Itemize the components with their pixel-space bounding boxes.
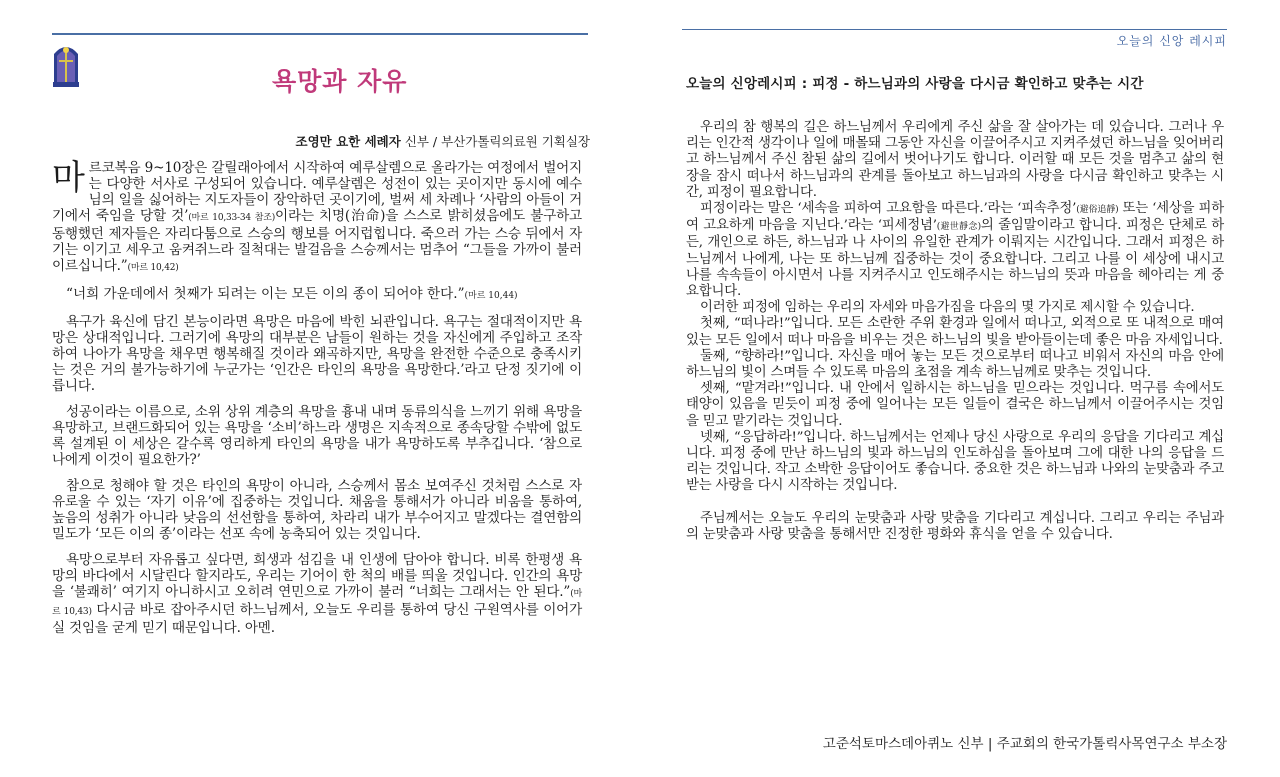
article-subtitle: 오늘의 신앙레시피 : 피정 - 하느님과의 사랑을 다시금 확인하고 맞추는 시간 — [686, 76, 1144, 92]
paragraph-r1: 우리의 참 행복의 길은 하느님께서 우리에게 주신 삶을 잘 살아가는 데 있습니다. 그러나 우리는 인간적 생각이나 일에 매몰돼 그동안 자신을 이끌어주시고 지켜주셨던 하느님을 잊어버리고 하느님께서 주신 참된 삶의 길에서 벗어나기도 합니다. 이러할 때 모든 것을 멈추고 삶의 현장을 잠시 떠나서 하느님과의 관계를 돌아보고 하느님과의 사랑을 다시금 확인하고 맞추는 시간, 피정이 필요합니다. — [686, 120, 1224, 200]
paragraph-r3: 이러한 피정에 임하는 우리의 자세와 마음가짐을 다음의 몇 가지로 제시할 수 있습니다. — [700, 300, 1195, 316]
paragraph-1: 마르코복음 9~10장은 갈릴래아에서 시작하여 예루살렘으로 올라가는 여정에서 벌어지는 다양한 서사로 구성되어 있습니다. 예루살렘은 성전이 있는 곳이지만 동시에 예수님의 일을 싫어하는 지도자들이 장악하던 곳이기에, 벌써 세 차례나 ‘사람의 아들이 거기에서 죽임을 당할 것’(마르 10,33-34 참조)이라는 치명(治命)을 스스로 밝히셨음에도 불구하고 동행했던 제자들은 자리다툼으로 스승의 행보를 어지럽힙니다. 죽으러 가는 스승 뒤에서 자기는 이기고 세우고 움켜쥐느라 질척대는 발걸음을 스승께서는 멈추어 “그들을 가까이 불러 이르십니다.”(마르 10,42) — [52, 158, 582, 274]
drop-cap: 마 — [52, 158, 85, 198]
scripture-ref: (마르 10,33-34 참조) — [188, 213, 276, 223]
paragraph-3: 성공이라는 이름으로, 소위 상위 계층의 욕망을 흉내 내며 동류의식을 느끼기 위해 욕망을 욕망하고, 브랜드화되어 있는 욕망을 ‘소비’하느라 생명은 지속적으로 종속당할 수밖에 없도록 설계된 이 세상은 갈수록 영리하게 타인의 욕망을 내가 욕망하도록 부추깁니다. ‘참으로 나에게 이것이 필요한가?’ — [52, 404, 582, 468]
scripture-ref: (마르 10,42) — [127, 263, 179, 273]
section-header: 오늘의 신앙 레시피 — [1116, 34, 1227, 48]
right-article-body — [686, 120, 1224, 543]
right-page — [682, 0, 1227, 777]
author-role: 신부 / 부산가톨릭의료원 기획실장 — [404, 134, 590, 149]
author-name: 조영만 요한 세례자 — [295, 134, 401, 149]
scripture-ref: (마르 10,43) — [52, 589, 582, 617]
hanja-ref: (避俗追靜) — [1076, 205, 1119, 216]
author-line — [296, 132, 590, 150]
paragraph-r7: 넷째, “응답하라!”입니다. 하느님께서는 언제나 당신 사랑으로 우리의 응답을 기다리고 계십니다. 피정 중에 만난 하느님의 빛과 하느님의 인도하심을 돌아보며 그에 대한 나의 응답을 드리는 것입니다. 작고 소박한 응답이어도 좋습니다. 중요한 것은 하느님과 나와의 눈맞춤과 주고받는 사랑을 다시 시작하는 것입니다. — [686, 429, 1224, 494]
paragraph-r5: 둘째, “향하라!”입니다. 자신을 매어 놓는 모든 것으로부터 떠나고 비워서 자신의 마음 안에 하느님의 빛이 스며들 수 있도록 마음의 초점을 계속 하느님께로 맞추는 것입니다. — [686, 348, 1224, 381]
scripture-quote: “너희 가운데에서 첫째가 되려는 이는 모든 이의 종이 되어야 한다.”(마르 10,44) — [66, 286, 518, 302]
author-signature: 고준석토마스데아퀴노 신부 | 주교회의 한국가톨릭사목연구소 부소장 — [822, 736, 1227, 752]
left-article-body — [52, 160, 582, 646]
paragraph-r2: 피정이라는 말은 ‘세속을 피하여 고요함을 따른다.’라는 ‘피속추정’(避俗追靜) 또는 ‘세상을 피하여 고요하게 마음을 지닌다.’라는 ‘피세정념’(避世靜念)의 줄임말이라고 합니다. 피정은 단체로 하든, 개인으로 하든, 하느님과 나 사이의 유일한 관계가 이뤄지는 시간입니다. 그래서 피정은 하느님께서 나에게, 나는 또 하느님께 집중하는 것이 중요합니다. 그리고 나를 이 세상에 내시고 나를 속속들이 아시면서 나를 지켜주시고 인도해주시는 하느님의 뜻과 마음을 헤아리는 게 중요합니다. — [686, 201, 1225, 300]
article-title: 욕망과 자유 — [272, 67, 408, 96]
paragraph-5: 욕망으로부터 자유롭고 싶다면, 희생과 섬김을 내 인생에 담아야 합니다. 비록 한평생 욕망의 바다에서 시달린다 할지라도, 우리는 기어이 한 척의 배를 띄울 것입니다. 인간의 욕망을 ‘불쾌히’ 여기지 아니하시고 오히려 연민으로 가까이 불러 “너희는 그래서는 안 된다.”(마르 10,43) 다시금 바로 잡아주시던 하느님께서, 오늘도 우리를 통하여 당신 구원역사를 이어가실 것임을 굳게 믿기 때문입니다. 아멘. — [52, 552, 582, 636]
paragraph-r8: 주님께서는 오늘도 우리의 눈맞춤과 사랑 맞춤을 기다리고 계십니다. 그리고 우리는 주님과의 눈맞춤과 사랑 맞춤을 통해서만 진정한 평화와 휴식을 얻을 수 있습니다. — [686, 510, 1224, 542]
paragraph-r4: 첫째, “떠나라!”입니다. 모든 소란한 주위 환경과 일에서 떠나고, 외적으로 또 내적으로 매여 있는 모든 일에서 떠나 마음을 비우는 것은 하느님의 빛을 받아들이는데 좋은 마음 자세입니다. — [686, 316, 1224, 348]
left-page — [52, 0, 590, 777]
paragraph-4: 참으로 청해야 할 것은 타인의 욕망이 아니라, 스승께서 몸소 보여주신 것처럼 스스로 자유로울 수 있는 ‘자기 이유’에 집중하는 것입니다. 채움을 통해서가 아니라 비움을 통하여, 높음의 성취가 아니라 낮음의 선선함을 통하여, 차라리 내가 부수어지고 말겠다는 결연함의 밀도가 ‘모든 이의 종’이라는 선포 속에 농축되어 있는 것입니다. — [52, 478, 582, 542]
hanja-ref: (避世靜念) — [936, 222, 981, 233]
paragraph-r6: 셋째, “맡겨라!”입니다. 내 안에서 일하시는 하느님을 믿으라는 것입니다. 먹구름 속에서도 태양이 있음을 믿듯이 피정 중에 일어나는 모든 일들이 결국은 하느님께서 이끌어주시는 것임을 믿고 맡기라는 것입니다. — [686, 381, 1224, 429]
paragraph-2: 욕구가 육신에 담긴 본능이라면 욕망은 마음에 박힌 뇌관입니다. 욕구는 절대적이지만 욕망은 상대적입니다. 그러기에 욕망의 대부분은 남들이 원하는 것을 자신에게 주입하고 조작하여 나아가 욕망을 채우면 행복해질 것이라 왜곡하지만, 욕망을 완전한 수준으로 충족시키는 것은 거의 불가능하기에 누군가는 ‘인간은 타인의 욕망을 욕망한다.’라고 단정 짓기에 이릅니다. — [52, 314, 582, 394]
scripture-ref: (마르 10,44) — [464, 291, 518, 301]
